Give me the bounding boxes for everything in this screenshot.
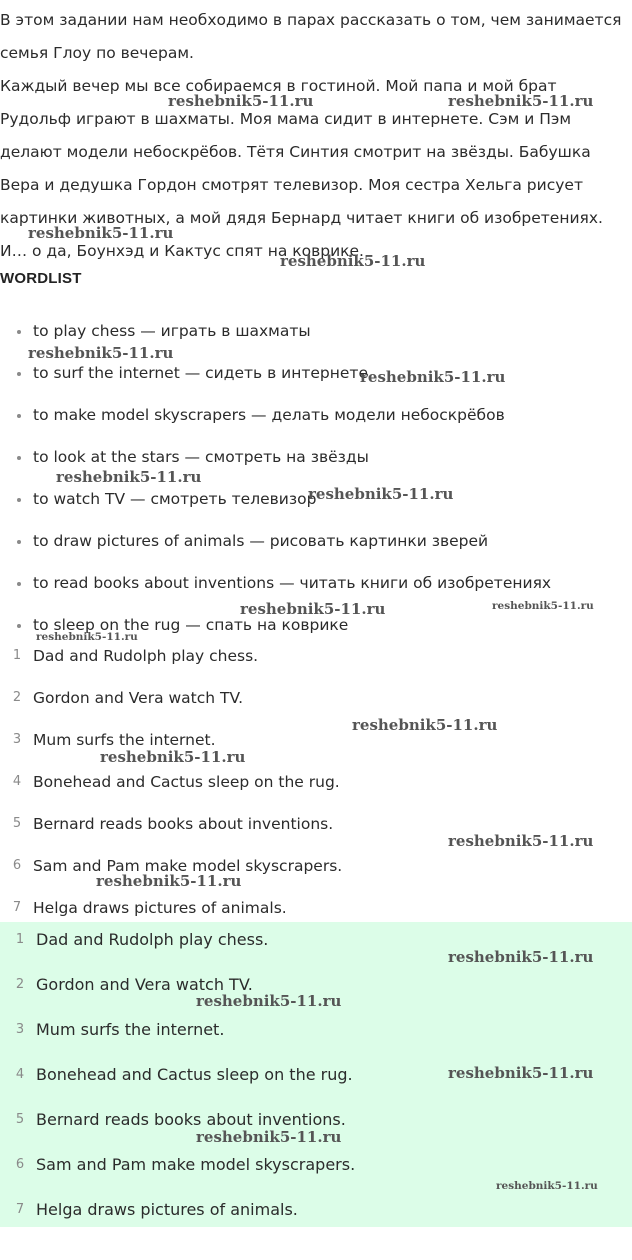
answer-text: Dad and Rudolph play chess. bbox=[36, 930, 269, 949]
wordlist-item-text: to make model skyscrapers — делать модели небоскрёбов bbox=[33, 406, 505, 424]
watermark: reshebnik5-11.ru bbox=[280, 252, 426, 270]
answer-item bbox=[0, 1198, 355, 1243]
wordlist-item-text: to sleep on the rug — спать на коврике bbox=[33, 616, 349, 634]
bullet-icon bbox=[17, 414, 21, 418]
item-number: 4 bbox=[12, 774, 22, 789]
item-number: 4 bbox=[15, 1067, 25, 1082]
bullet-icon bbox=[17, 624, 21, 628]
sentence-text: Mum surfs the internet. bbox=[33, 731, 216, 749]
item-number: 3 bbox=[15, 1022, 25, 1037]
sentence-list bbox=[0, 644, 342, 938]
wordlist-item bbox=[0, 487, 551, 529]
watermark: reshebnik5-11.ru bbox=[448, 92, 594, 110]
watermark: reshebnik5-11.ru bbox=[168, 92, 314, 110]
watermark: reshebnik5-11.ru bbox=[448, 1064, 594, 1082]
item-number: 1 bbox=[15, 932, 25, 947]
answer-list bbox=[0, 928, 355, 1243]
bullet-icon bbox=[17, 372, 21, 376]
watermark: reshebnik5-11.ru bbox=[36, 631, 138, 643]
answer-text: Bonehead and Cactus sleep on the rug. bbox=[36, 1065, 353, 1084]
answer-text: Gordon and Vera watch TV. bbox=[36, 975, 253, 994]
watermark: reshebnik5-11.ru bbox=[360, 368, 506, 386]
sentence-item bbox=[0, 812, 342, 854]
bullet-icon bbox=[17, 540, 21, 544]
answer-text: Mum surfs the internet. bbox=[36, 1020, 225, 1039]
watermark: reshebnik5-11.ru bbox=[240, 600, 386, 618]
item-number: 6 bbox=[15, 1157, 25, 1172]
sentence-text: Bonehead and Cactus sleep on the rug. bbox=[33, 773, 340, 791]
bullet-icon bbox=[17, 498, 21, 502]
watermark: reshebnik5-11.ru bbox=[448, 832, 594, 850]
item-number: 7 bbox=[15, 1202, 25, 1217]
watermark: reshebnik5-11.ru bbox=[352, 716, 498, 734]
watermark: reshebnik5-11.ru bbox=[308, 485, 454, 503]
sentence-text: Gordon and Vera watch TV. bbox=[33, 689, 244, 707]
watermark: reshebnik5-11.ru bbox=[28, 344, 174, 362]
watermark: reshebnik5-11.ru bbox=[448, 948, 594, 966]
bullet-icon bbox=[17, 330, 21, 334]
bullet-icon bbox=[17, 582, 21, 586]
item-number: 2 bbox=[15, 977, 25, 992]
wordlist-item bbox=[0, 403, 551, 445]
answer-text: Helga draws pictures of animals. bbox=[36, 1200, 298, 1219]
item-number: 5 bbox=[12, 816, 22, 831]
item-number: 1 bbox=[12, 648, 22, 663]
wordlist-item-text: to play chess — играть в шахматы bbox=[33, 322, 311, 340]
item-number: 2 bbox=[12, 690, 22, 705]
sentence-text: Sam and Pam make model skyscrapers. bbox=[33, 857, 343, 875]
watermark: reshebnik5-11.ru bbox=[28, 224, 174, 242]
answer-item bbox=[0, 1153, 355, 1198]
wordlist-item-text: to draw pictures of animals — рисовать картинки зверей bbox=[33, 532, 489, 550]
watermark: reshebnik5-11.ru bbox=[96, 872, 242, 890]
item-number: 7 bbox=[12, 900, 22, 915]
watermark: reshebnik5-11.ru bbox=[496, 1180, 598, 1192]
intro-paragraph: В этом задании нам необходимо в парах рассказать о том, чем занимается семья Глоу по вечерам. bbox=[0, 11, 622, 62]
answer-text: Sam and Pam make model skyscrapers. bbox=[36, 1155, 356, 1174]
answer-item bbox=[0, 1018, 355, 1063]
bullet-icon bbox=[17, 456, 21, 460]
watermark: reshebnik5-11.ru bbox=[100, 748, 246, 766]
wordlist-item-text: to read books about inventions — читать книги об изобретениях bbox=[33, 574, 552, 592]
wordlist-item-text: to watch TV — смотреть телевизор bbox=[33, 490, 317, 508]
sentence-text: Helga draws pictures of animals. bbox=[33, 899, 287, 917]
wordlist-item-text: to surf the internet — сидеть в интернете bbox=[33, 364, 368, 382]
watermark: reshebnik5-11.ru bbox=[196, 992, 342, 1010]
item-number: 6 bbox=[12, 858, 22, 873]
intro-paragraph: Каждый вечер мы все собираемся в гостиной. Мой папа и мой брат Рудольф играют в шахматы. Моя мама сидит в интернете. Сэм и Пэм делают модели небоскрёбов. Тётя Синтия смотрит на звёзды. Бабушка Вера и дедушка Гордон смотрят телевизор. Моя сестра Хельга рисует картинки животных, а мой дядя Бернард читает книги об изобретениях. И… о да, Боунхэд и Кактус спят на коврике. bbox=[0, 77, 603, 260]
sentence-item bbox=[0, 686, 342, 728]
item-number: 3 bbox=[12, 732, 22, 747]
answer-item bbox=[0, 1063, 355, 1108]
watermark: reshebnik5-11.ru bbox=[196, 1128, 342, 1146]
wordlist-item-text: to look at the stars — смотреть на звёзды bbox=[33, 448, 369, 466]
answer-text: Bernard reads books about inventions. bbox=[36, 1110, 346, 1129]
sentence-item bbox=[0, 644, 342, 686]
answer-item bbox=[0, 928, 355, 973]
item-number: 5 bbox=[15, 1112, 25, 1127]
sentence-text: Dad and Rudolph play chess. bbox=[33, 647, 259, 665]
sentence-text: Bernard reads books about inventions. bbox=[33, 815, 334, 833]
wordlist-item bbox=[0, 529, 551, 571]
wordlist-heading: WORDLIST bbox=[0, 270, 82, 287]
watermark: reshebnik5-11.ru bbox=[56, 468, 202, 486]
sentence-item bbox=[0, 770, 342, 812]
watermark: reshebnik5-11.ru bbox=[492, 600, 594, 612]
